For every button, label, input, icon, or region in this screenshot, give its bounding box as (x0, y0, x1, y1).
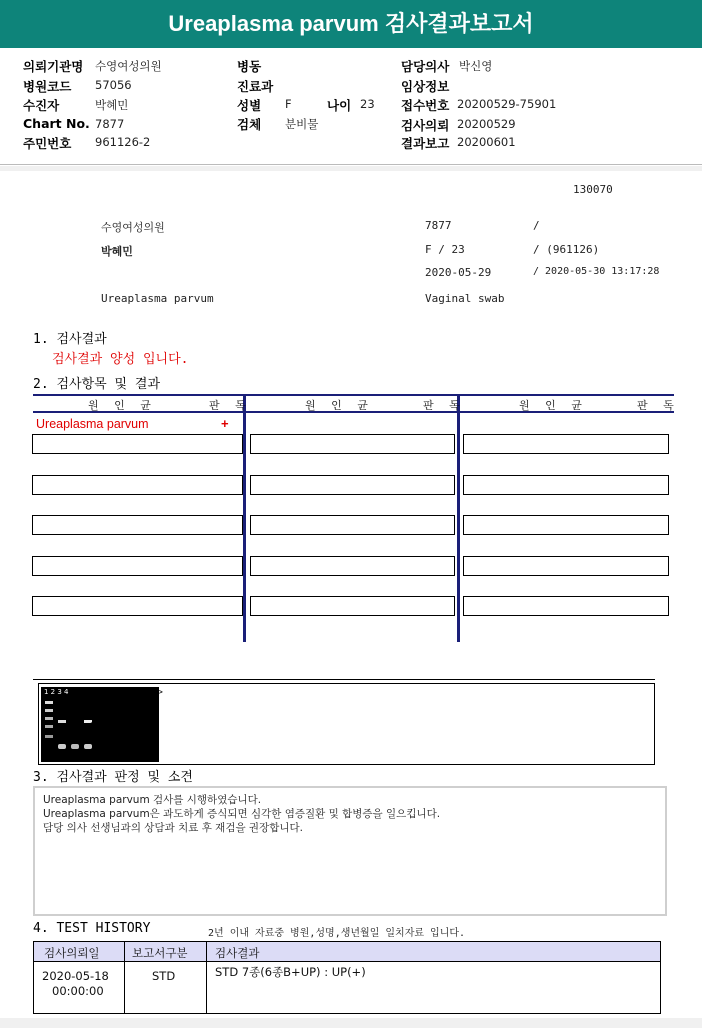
history-result: STD 7종(6종B+UP) : UP(+) (215, 965, 366, 979)
result-box (32, 434, 243, 454)
institution-label: 의뢰기관명 (23, 59, 84, 74)
table-col-divider-1 (243, 396, 246, 642)
gel-band (58, 744, 66, 749)
remark-line: Ureaplasma parvum은 과도하게 증식되면 심각한 염증질환 및 합병증을 일으킵니다. (43, 808, 441, 820)
remark-line: Ureaplasma parvum 검사를 시행하였습니다. (43, 794, 262, 806)
result-box (32, 475, 243, 495)
gel-legend-item: Lane 1. Size maker (100, 734, 144, 740)
dept-label: 진료과 (237, 79, 274, 94)
result-box (250, 515, 455, 535)
section1-result: 검사결과 양성 입니다. (52, 352, 189, 367)
hospital-code-value: 57056 (95, 78, 132, 92)
gel-band (45, 709, 53, 712)
result-box (463, 475, 669, 495)
gel-title: <Ureaplasma parvum> (93, 689, 163, 696)
clinical-label: 임상정보 (401, 79, 450, 94)
age-value: 23 (360, 97, 375, 111)
section3-heading: 3. 검사결과 판정 및 소견 (33, 770, 193, 785)
doctor-value: 박신영 (459, 59, 493, 73)
summary-birth: / (961126) (533, 243, 600, 256)
remark-line: 담당 의사 선생님과의 상담과 치료 후 재검을 권장합니다. (43, 822, 303, 834)
summary-report-datetime: / 2020-05-30 13:17:28 (533, 266, 660, 277)
sex-label: 성별 (237, 98, 262, 113)
section2-heading: 2. 검사항목 및 결과 (33, 377, 161, 392)
remark-box (33, 786, 667, 916)
section1-heading: 1. 검사결과 (33, 332, 107, 347)
hospital-code-label: 병원코드 (23, 79, 72, 94)
history-col-divider (206, 942, 207, 1013)
patient-label: 수진자 (23, 98, 60, 113)
receipt-label: 접수번호 (401, 98, 450, 113)
summary-patient: 박혜민 (101, 245, 133, 258)
receipt-value: 20200529-75901 (457, 97, 557, 111)
request-value: 20200529 (457, 117, 516, 131)
gel-band-label: ◀ 350bp U.P. infection (90, 720, 159, 727)
gel-legend-item: Lane 4. Sample (100, 752, 136, 758)
gel-band (84, 744, 92, 749)
panel-separator (0, 166, 702, 171)
result-box (250, 475, 455, 495)
patient-info-panel (0, 49, 702, 165)
result-box (32, 596, 243, 616)
page-footer (0, 1018, 702, 1028)
gel-band (71, 744, 79, 749)
history-note: 2년 이내 자료중 병원,성명,생년월일 일치자료 입니다. (208, 928, 466, 939)
result-box (250, 556, 455, 576)
chart-label: Chart No. (23, 116, 90, 131)
report-value: 20200601 (457, 135, 516, 149)
history-date: 2020-05-18 (42, 969, 109, 983)
result-box (32, 556, 243, 576)
summary-specimen: Vaginal swab (425, 292, 505, 305)
history-col-type: 보고서구분 (132, 946, 188, 960)
result-box (463, 434, 669, 454)
institution-value: 수영여성의원 (95, 59, 162, 73)
summary-slash: / (533, 219, 540, 232)
summary-chart: 7877 (425, 219, 452, 232)
figure-top-rule (33, 679, 655, 680)
specimen-value: 분비물 (285, 117, 319, 131)
result-judge-1: + (221, 416, 229, 431)
ward-label: 병동 (237, 59, 262, 74)
specimen-label: 검체 (237, 117, 262, 132)
doctor-label: 담당의사 (401, 59, 450, 74)
sex-value: F (285, 97, 292, 111)
result-box (32, 515, 243, 535)
summary-sex-age: F / 23 (425, 243, 465, 256)
gel-band (45, 717, 53, 720)
result-box (463, 556, 669, 576)
table-col-divider-2 (457, 396, 460, 642)
result-box (250, 596, 455, 616)
col-pathogen-1: 원 인 균 (88, 399, 157, 412)
patient-value: 박혜민 (95, 98, 129, 112)
col-judge-1: 판 독 (209, 399, 252, 412)
report-label: 결과보고 (401, 136, 450, 151)
resident-value: 961126-2 (95, 135, 151, 149)
col-pathogen-3: 원 인 균 (519, 399, 588, 412)
col-judge-2: 판 독 (423, 399, 466, 412)
history-table (33, 941, 661, 1014)
gel-band (45, 735, 53, 738)
chart-value: 7877 (95, 117, 125, 131)
gel-legend-item: Lane 2. Positive control (100, 740, 152, 746)
summary-institution: 수영여성의원 (101, 221, 165, 234)
gel-band (45, 701, 53, 704)
result-box (463, 596, 669, 616)
history-type: STD (152, 969, 176, 983)
col-judge-3: 판 독 (637, 399, 680, 412)
table-top-rule (33, 394, 674, 396)
history-col-result: 검사결과 (215, 946, 260, 960)
section4-heading: 4. TEST HISTORY (33, 921, 151, 936)
result-box (250, 434, 455, 454)
resident-label: 주민번호 (23, 136, 72, 151)
history-col-date: 검사의뢰일 (44, 946, 100, 960)
gel-lane-numbers: 1 2 3 4 (44, 688, 69, 696)
history-col-divider (124, 942, 125, 1013)
age-label: 나이 (327, 98, 352, 113)
summary-collect-date: 2020-05-29 (425, 266, 492, 279)
result-box (463, 515, 669, 535)
gel-band (58, 720, 66, 723)
result-pathogen-1: Ureaplasma parvum (36, 417, 149, 431)
history-header-row (34, 942, 660, 962)
report-code: 130070 (573, 183, 613, 196)
gel-band (45, 725, 53, 728)
col-pathogen-2: 원 인 균 (305, 399, 374, 412)
request-label: 검사의뢰 (401, 118, 450, 133)
history-time: 00:00:00 (52, 984, 104, 998)
report-title: Ureaplasma parvum 검사결과보고서 (0, 0, 702, 48)
gel-legend-item: Lane 3. Negative control (100, 746, 155, 752)
summary-test-name: Ureaplasma parvum (101, 292, 214, 305)
